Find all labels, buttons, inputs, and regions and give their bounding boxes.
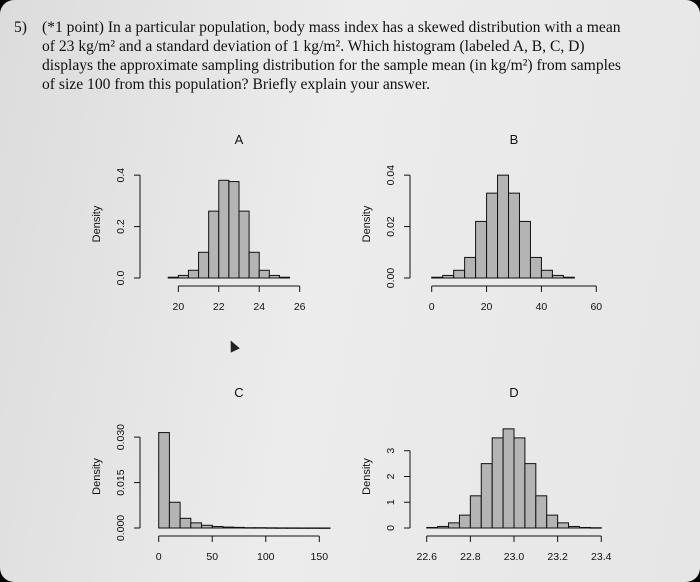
histogram-c bbox=[80, 383, 340, 578]
histogram-bar bbox=[212, 526, 223, 528]
question-text bbox=[42, 18, 682, 94]
histogram-bar bbox=[476, 221, 487, 278]
histogram-bar bbox=[498, 175, 509, 278]
chart-title: C bbox=[234, 385, 244, 400]
histogram-svg bbox=[350, 383, 620, 578]
y-tick-label: 0.4 bbox=[115, 167, 127, 183]
x-tick-label: 0 bbox=[155, 551, 162, 563]
x-tick-label: 60 bbox=[590, 301, 603, 313]
y-axis-label: Density bbox=[361, 205, 373, 243]
chart-title: B bbox=[509, 132, 519, 147]
x-tick-label: 40 bbox=[535, 301, 548, 313]
y-tick-label: 0.000 bbox=[115, 514, 127, 542]
question-line: of 23 kg/m² and a standard deviation of 1 kg/m². Which histogram (labeled A, B, C, D) bbox=[42, 38, 585, 55]
histogram-bar bbox=[438, 526, 449, 528]
histogram-bar bbox=[579, 527, 590, 528]
y-tick-label: 0.2 bbox=[115, 219, 127, 234]
histogram-bar bbox=[530, 257, 541, 278]
histogram-bar bbox=[188, 270, 198, 278]
y-tick-label: 0.0 bbox=[115, 270, 127, 286]
histogram-bar bbox=[432, 277, 443, 278]
y-tick-label: 0.02 bbox=[385, 216, 397, 237]
histogram-bar bbox=[541, 270, 552, 278]
x-tick-label: 24 bbox=[253, 301, 266, 313]
histogram-bar bbox=[202, 525, 213, 528]
histogram-bar bbox=[481, 464, 492, 528]
histogram-a bbox=[80, 130, 340, 330]
y-tick-label: 0.04 bbox=[385, 164, 397, 186]
histogram-bar bbox=[514, 438, 525, 528]
x-tick-label: 0 bbox=[428, 301, 435, 313]
histogram-bar bbox=[536, 496, 547, 528]
x-tick-label: 20 bbox=[172, 301, 185, 313]
histogram-bar bbox=[569, 526, 580, 528]
histogram-bar bbox=[443, 275, 454, 278]
histogram-bar bbox=[465, 257, 476, 278]
histogram-bar bbox=[492, 438, 503, 528]
histogram-bar bbox=[168, 277, 178, 278]
histogram-bar bbox=[249, 252, 259, 278]
histogram-bar bbox=[259, 270, 269, 278]
y-axis-label: Density bbox=[91, 458, 103, 495]
histogram-bar bbox=[223, 527, 234, 528]
histogram-bar bbox=[269, 275, 279, 278]
x-tick-label: 22.8 bbox=[460, 551, 481, 563]
histogram-bar bbox=[454, 270, 465, 278]
histogram-bar bbox=[503, 429, 514, 528]
histogram-bar bbox=[234, 527, 245, 528]
y-tick-label: 3 bbox=[385, 447, 397, 454]
histogram-bar bbox=[239, 211, 249, 278]
histogram-svg bbox=[80, 130, 340, 330]
histogram-bar bbox=[487, 193, 498, 278]
y-tick-label: 0.00 bbox=[385, 267, 397, 289]
x-tick-label: 20 bbox=[480, 301, 493, 313]
histogram-bar bbox=[209, 211, 219, 278]
histogram-bar bbox=[459, 515, 470, 528]
mouse-cursor-icon bbox=[226, 338, 240, 352]
histogram-bar bbox=[525, 464, 536, 528]
question-line: of size 100 from this population? Briefly explain your answer. bbox=[42, 76, 431, 93]
x-tick-label: 23.2 bbox=[547, 551, 568, 563]
histogram-b bbox=[350, 130, 620, 330]
histogram-svg bbox=[80, 383, 340, 578]
y-tick-label: 0.015 bbox=[115, 469, 127, 496]
question-number: 5) bbox=[14, 19, 27, 36]
x-tick-label: 50 bbox=[206, 551, 219, 563]
chart-title: A bbox=[234, 132, 244, 147]
histogram-bar bbox=[558, 523, 569, 528]
histogram-bar bbox=[191, 523, 202, 528]
histogram-bar bbox=[427, 527, 438, 528]
histogram-bar bbox=[279, 277, 289, 278]
histogram-bar bbox=[169, 502, 180, 528]
histogram-bar bbox=[547, 515, 558, 528]
histogram-bar bbox=[219, 180, 229, 278]
histogram-d bbox=[350, 383, 620, 578]
histogram-bar bbox=[552, 275, 563, 278]
x-tick-label: 150 bbox=[310, 551, 329, 563]
histogram-svg bbox=[350, 130, 620, 330]
x-tick-label: 23.4 bbox=[591, 551, 612, 563]
histogram-bar bbox=[229, 182, 239, 278]
y-tick-label: 0 bbox=[385, 525, 397, 531]
chart-title: D bbox=[509, 385, 519, 400]
y-tick-label: 1 bbox=[385, 499, 397, 506]
question-line: (*1 point) In a particular population, body mass index has a skewed distribution with a mean bbox=[42, 19, 621, 36]
x-tick-label: 22.6 bbox=[416, 551, 437, 563]
y-axis-label: Density bbox=[91, 205, 103, 243]
histogram-bar bbox=[470, 496, 481, 528]
histogram-bar bbox=[509, 193, 520, 278]
x-tick-label: 100 bbox=[256, 551, 275, 563]
histogram-bar bbox=[199, 252, 209, 278]
histogram-bar bbox=[519, 221, 530, 278]
histogram-bar bbox=[449, 523, 460, 528]
histogram-bar bbox=[178, 275, 188, 278]
y-axis-label: Density bbox=[361, 458, 373, 495]
x-tick-label: 23.0 bbox=[503, 551, 525, 563]
x-tick-label: 26 bbox=[293, 301, 306, 313]
histogram-bar bbox=[180, 518, 191, 528]
histogram-bar bbox=[159, 433, 170, 528]
histogram-bar bbox=[563, 277, 574, 278]
x-tick-label: 22 bbox=[212, 301, 225, 313]
question-line: displays the approximate sampling distribution for the sample mean (in kg/m²) from samples bbox=[42, 57, 621, 74]
y-tick-label: 0.030 bbox=[115, 423, 127, 451]
y-tick-label: 2 bbox=[385, 473, 397, 480]
